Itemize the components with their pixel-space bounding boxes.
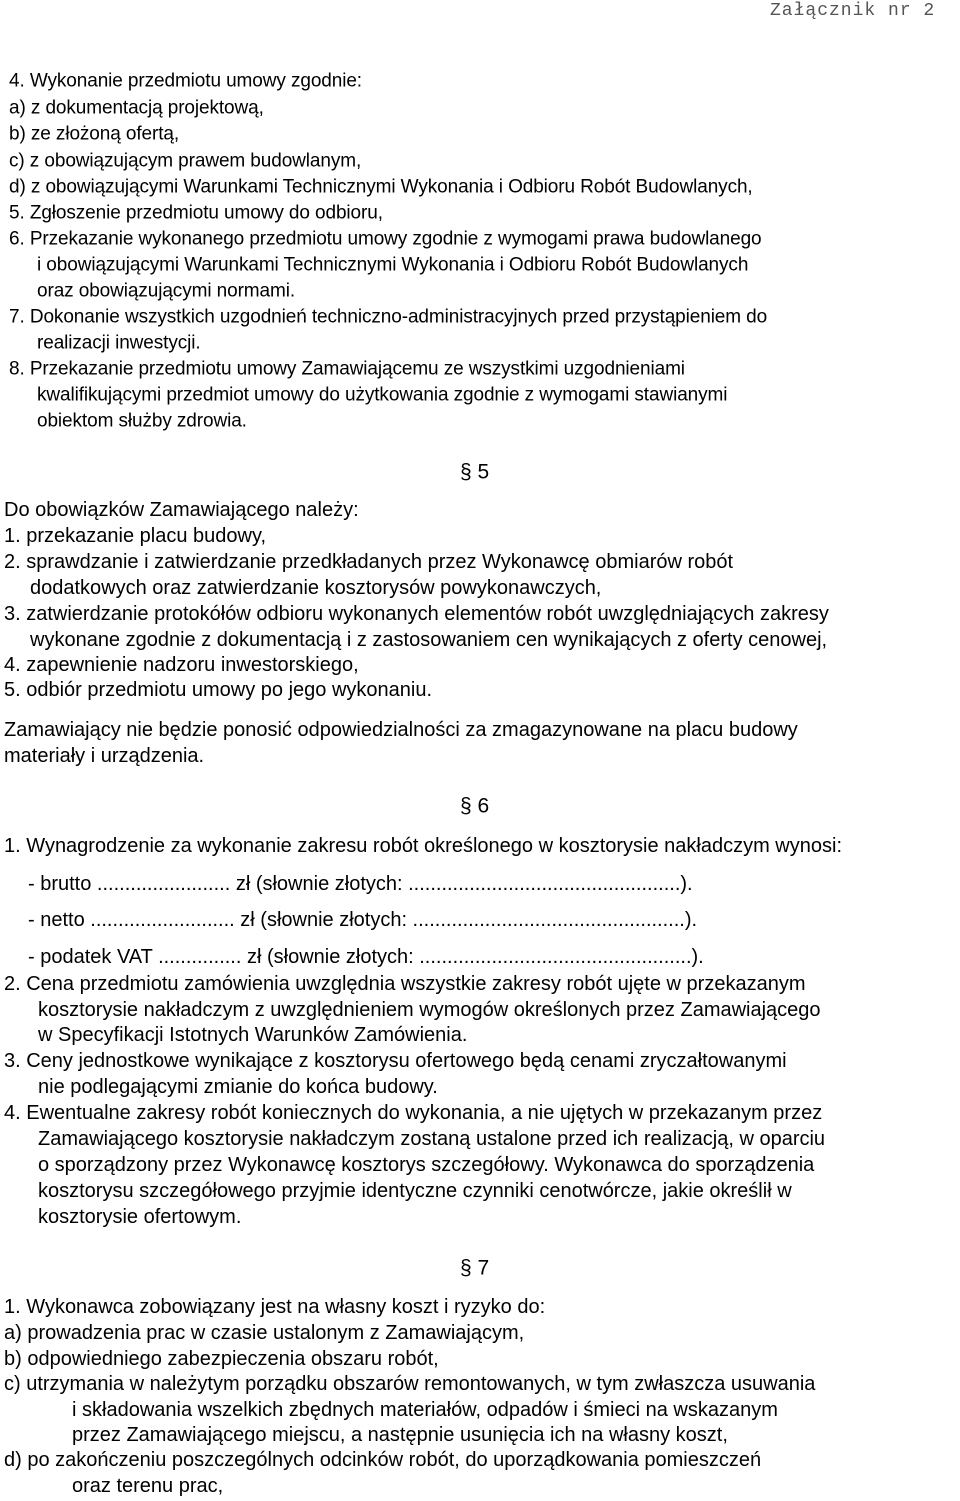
text-line: nie podlegającymi zmianie do końca budowy.	[38, 1076, 438, 1098]
text-line: Zamawiającego kosztorysie nakładczym zostaną ustalone przed ich realizacją, w oparciu	[38, 1128, 826, 1150]
text-line: 6. Przekazanie wykonanego przedmiotu umowy zgodnie z wymogami prawa budowlanego	[9, 228, 762, 250]
text-line: w Specyfikacji Istotnych Warunków Zamówienia.	[38, 1024, 468, 1046]
section-heading: § 7	[460, 1256, 490, 1280]
text-line: b) odpowiedniego zabezpieczenia obszaru robót,	[4, 1348, 439, 1370]
text-line: 3. zatwierdzanie protokółów odbioru wykonanych elementów robót uwzględniających zakresy	[4, 603, 829, 625]
text-line: 2. Cena przedmiotu zamówienia uwzględnia wszystkie zakresy robót ujęte w przekazanym	[4, 973, 806, 995]
text-line: 5. odbiór przedmiotu umowy po jego wykonaniu.	[4, 679, 433, 701]
text-line: 8. Przekazanie przedmiotu umowy Zamawiającemu ze wszystkimi uzgodnieniami	[9, 358, 685, 380]
text-line: dodatkowych oraz zatwierdzanie kosztorysów powykonawczych,	[30, 577, 602, 599]
text-line: - netto .......................... zł (słownie złotych: .................................................).	[28, 909, 698, 931]
text-line: d) z obowiązującymi Warunkami Technicznymi Wykonania i Odbioru Robót Budowlanych,	[9, 176, 753, 198]
text-line: a) prowadzenia prac w czasie ustalonym z Zamawiającym,	[4, 1322, 525, 1344]
text-line: kosztorysu szczegółowego przyjmie identyczne czynniki cenotwórcze, jakie określił w	[38, 1180, 792, 1202]
text-line: 5. Zgłoszenie przedmiotu umowy do odbioru,	[9, 202, 383, 224]
text-line: oraz obowiązującymi normami.	[37, 280, 296, 302]
text-line: d) po zakończeniu poszczególnych odcinków robót, do uporządkowania pomieszczeń	[4, 1449, 762, 1471]
text-line: c) z obowiązującym prawem budowlanym,	[9, 150, 362, 172]
text-line: obiektom służby zdrowia.	[37, 410, 247, 432]
text-line: Do obowiązków Zamawiającego należy:	[4, 499, 359, 521]
text-line: 1. Wynagrodzenie za wykonanie zakresu robót określonego w kosztorysie nakładczym wynosi:	[4, 835, 842, 857]
text-line: i składowania wszelkich zbędnych materiałów, odpadów i śmieci na wskazanym	[72, 1399, 778, 1421]
text-line: 1. przekazanie placu budowy,	[4, 525, 267, 547]
section-heading: § 6	[460, 794, 490, 818]
text-line: przez Zamawiającego miejscu, a następnie usunięcia ich na własny koszt,	[72, 1424, 728, 1446]
text-line: a) z dokumentacją projektową,	[9, 97, 264, 119]
text-line: 1. Wykonawca zobowiązany jest na własny koszt i ryzyko do:	[4, 1296, 546, 1318]
text-line: c) utrzymania w należytym porządku obszarów remontowanych, w tym zwłaszcza usuwania	[4, 1373, 816, 1395]
text-line: - brutto ........................ zł (słownie złotych: .................................................).	[28, 873, 693, 895]
text-line: - podatek VAT ............... zł (słownie złotych: .................................................).	[28, 946, 704, 968]
text-line: b) ze złożoną ofertą,	[9, 123, 180, 145]
text-line: 4. zapewnienie nadzoru inwestorskiego,	[4, 654, 359, 676]
text-line: 4. Ewentualne zakresy robót koniecznych do wykonania, a nie ujętych w przekazanym przez	[4, 1102, 823, 1124]
text-line: oraz terenu prac,	[72, 1475, 224, 1497]
text-line: kosztorysie nakładczym z uwzględnieniem wymogów określonych przez Zamawiającego	[38, 999, 821, 1021]
text-line: Zamawiający nie będzie ponosić odpowiedzialności za zmagazynowane na placu budowy	[4, 719, 798, 741]
text-line: kosztorysie ofertowym.	[38, 1206, 242, 1228]
text-line: kwalifikującymi przedmiot umowy do użytkowania zgodnie z wymogami stawianymi	[37, 384, 728, 406]
text-line: 3. Ceny jednostkowe wynikające z kosztorysu ofertowego będą cenami zryczałtowanymi	[4, 1050, 787, 1072]
section-heading: § 5	[460, 460, 490, 484]
text-line: materiały i urządzenia.	[4, 745, 205, 767]
text-line: 7. Dokonanie wszystkich uzgodnień techniczno-administracyjnych przed przystąpieniem do	[9, 306, 768, 328]
text-line: i obowiązującymi Warunkami Technicznymi Wykonania i Odbioru Robót Budowlanych	[37, 254, 749, 276]
text-line: wykonane zgodnie z dokumentacją i z zastosowaniem cen wynikających z oferty cenowej,	[30, 629, 828, 651]
text-line: 4. Wykonanie przedmiotu umowy zgodnie:	[9, 70, 362, 92]
text-line: 2. sprawdzanie i zatwierdzanie przedkładanych przez Wykonawcę obmiarów robót	[4, 551, 734, 573]
text-line: realizacji inwestycji.	[37, 332, 201, 354]
text-line: o sporządzony przez Wykonawcę kosztorys szczegółowy. Wykonawca do sporządzenia	[38, 1154, 815, 1176]
attachment-header: Załącznik nr 2	[770, 1, 936, 21]
